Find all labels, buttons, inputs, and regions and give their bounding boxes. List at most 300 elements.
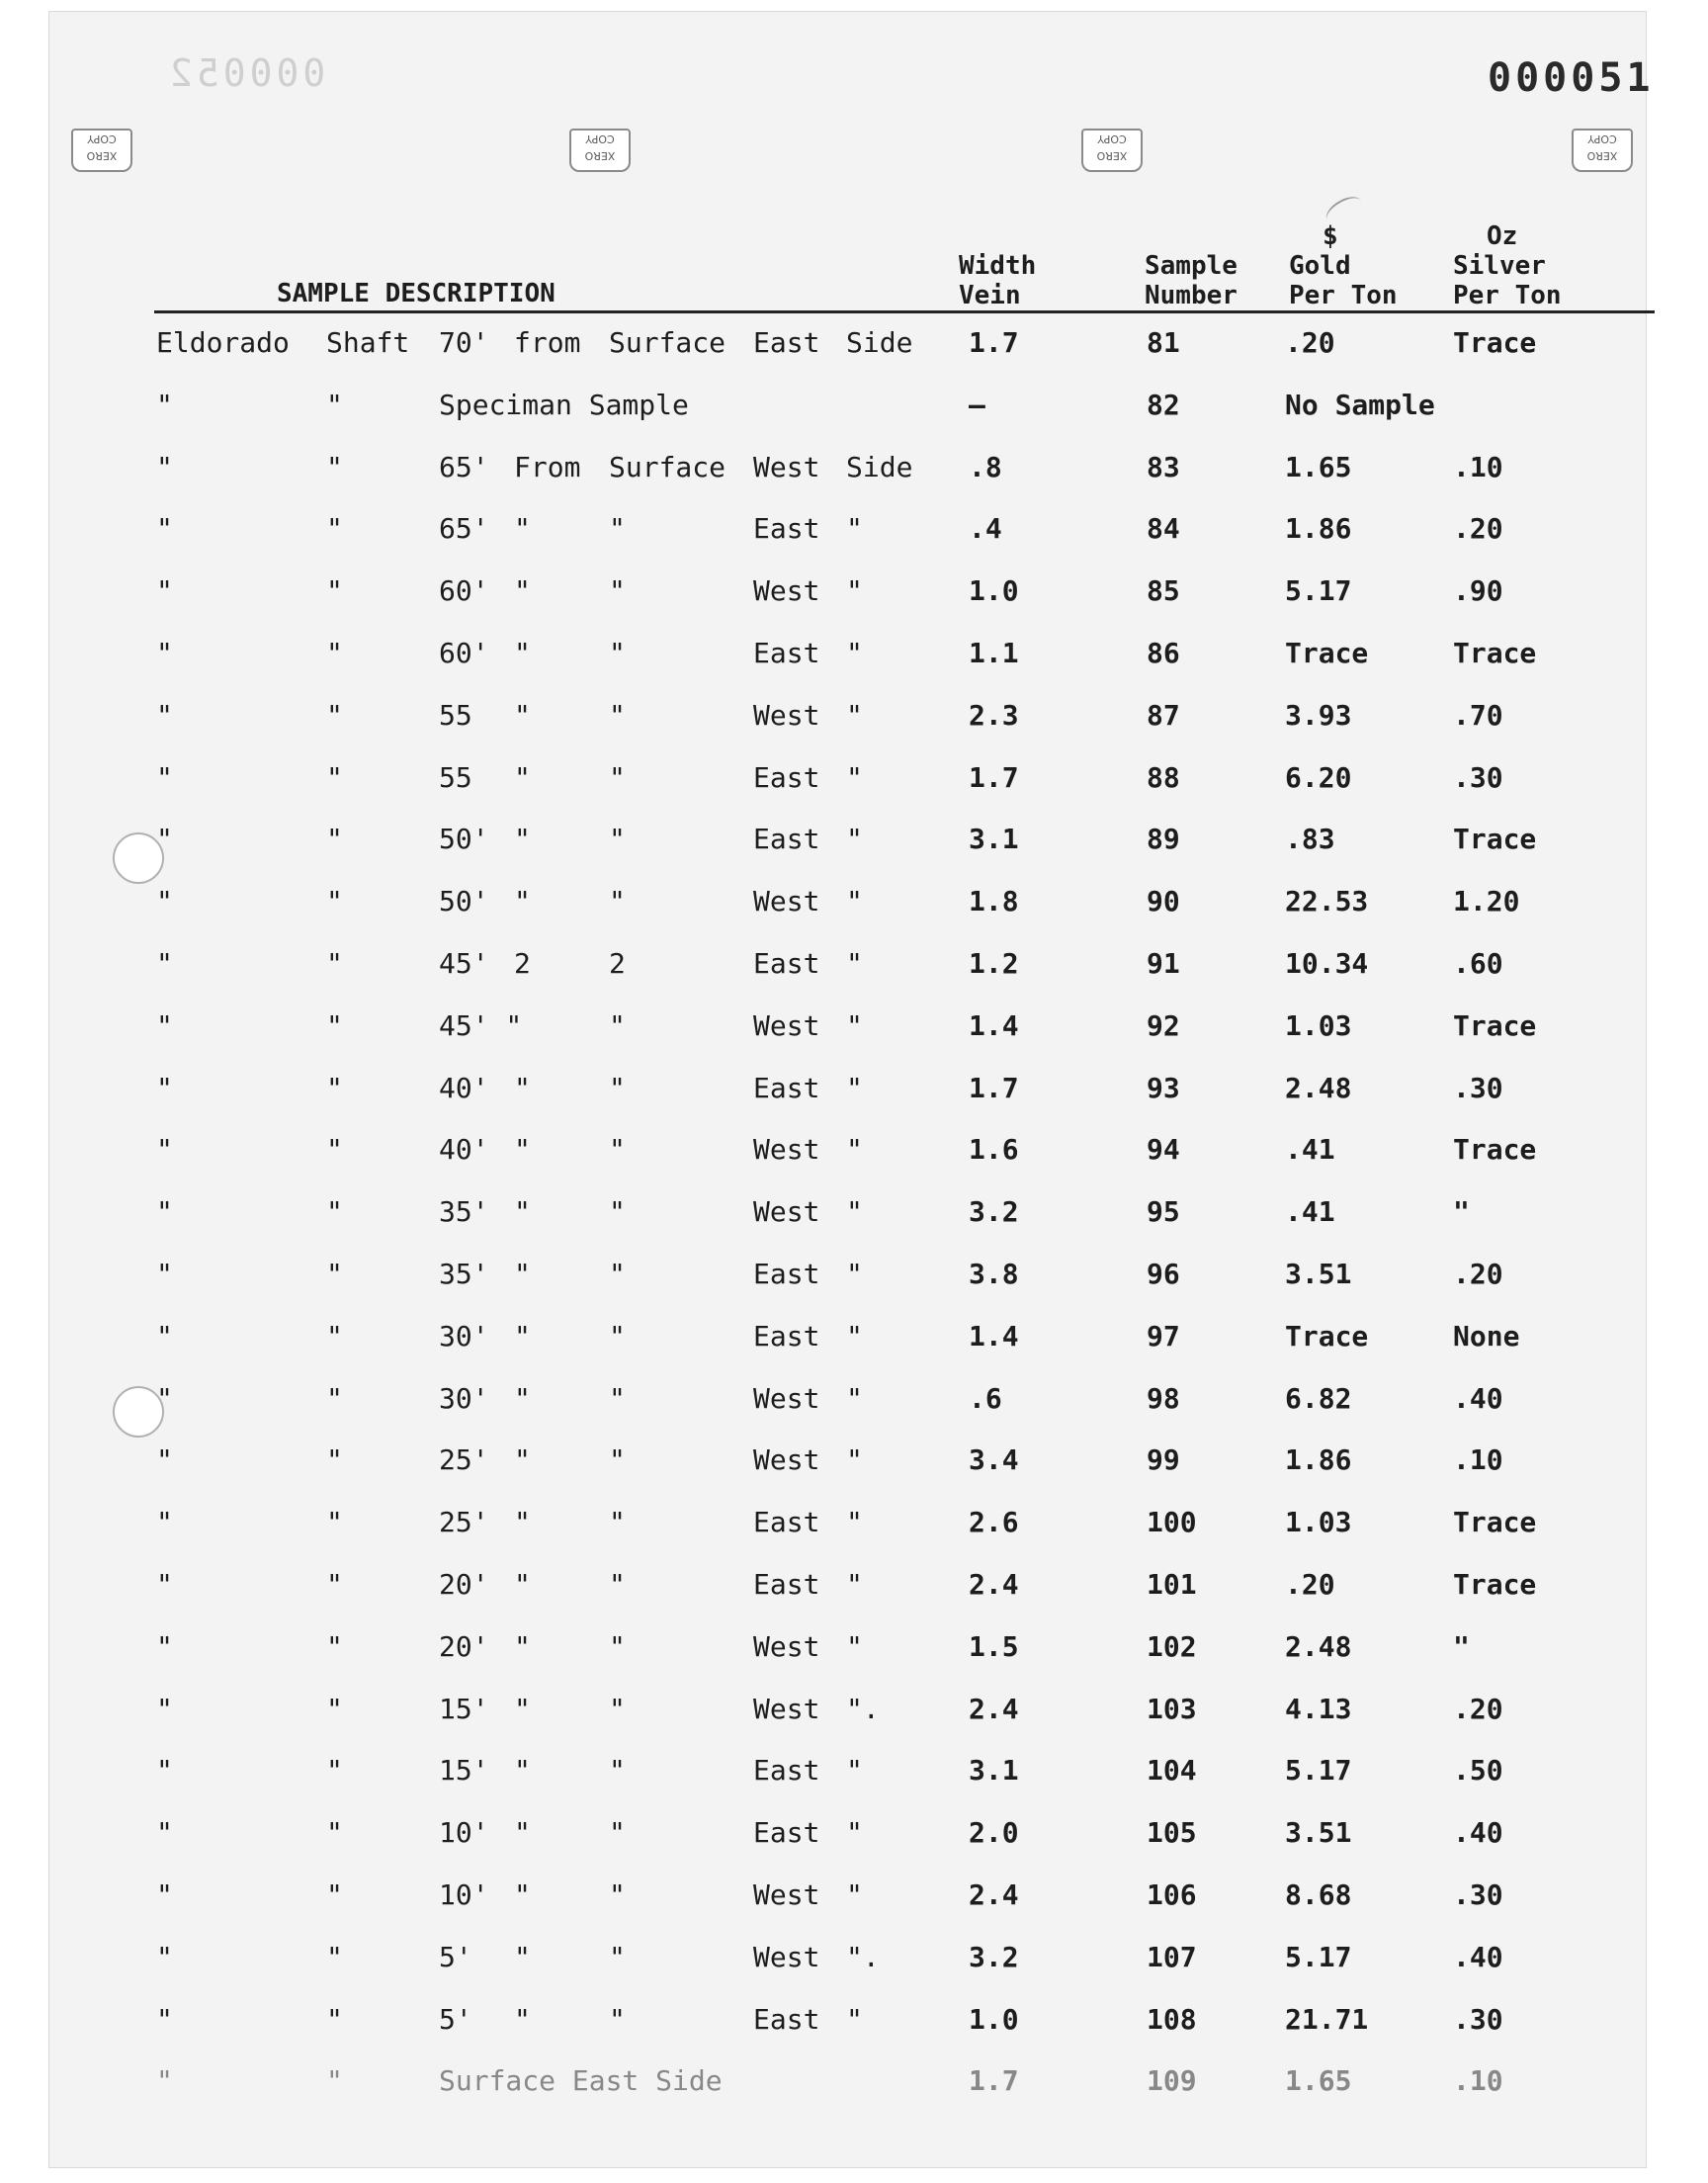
- desc-side-word: Side: [846, 326, 913, 359]
- desc-depth: 60': [439, 574, 489, 608]
- sample-number-cell: 92: [1147, 1008, 1180, 1042]
- width-vein-cell: 3.8: [969, 1258, 1019, 1290]
- width-vein-cell: .4: [969, 512, 1002, 546]
- desc-type: ": [326, 1133, 343, 1167]
- desc-location: ": [156, 1381, 173, 1415]
- desc-surface: ": [609, 1071, 626, 1104]
- desc-from: 2: [514, 947, 531, 980]
- gold-cell: 10.34: [1285, 947, 1369, 980]
- sample-number-cell: 85: [1147, 574, 1180, 608]
- desc-side: West: [753, 1692, 820, 1725]
- desc-location: ": [156, 1878, 173, 1911]
- desc-from: ": [514, 1195, 531, 1229]
- desc-side-word: ": [846, 947, 863, 980]
- desc-type: ": [326, 1008, 343, 1042]
- width-vein-cell: 2.3: [969, 698, 1019, 732]
- gold-cell: Trace: [1285, 637, 1369, 669]
- header-sample-description: SAMPLE DESCRIPTION: [277, 279, 555, 308]
- silver-cell: Trace: [1453, 1568, 1537, 1601]
- desc-from: ": [514, 1940, 531, 1973]
- gold-cell: 3.93: [1285, 698, 1352, 732]
- desc-location: ": [156, 1816, 173, 1850]
- desc-surface: ": [609, 1629, 626, 1663]
- width-vein-cell: 3.4: [969, 1443, 1019, 1477]
- desc-surface: ": [609, 1443, 626, 1477]
- desc-location: ": [156, 698, 173, 732]
- desc-type: ": [326, 760, 343, 794]
- sample-number-cell: 104: [1147, 1754, 1197, 1788]
- header-dollar: $: [1323, 221, 1338, 251]
- silver-cell: .50: [1453, 1754, 1503, 1788]
- gold-cell: .41: [1285, 1195, 1335, 1229]
- desc-surface: ": [609, 1878, 626, 1911]
- desc-surface: ": [609, 1319, 626, 1353]
- gold-cell: .20: [1285, 326, 1335, 359]
- header-number: Number: [1145, 281, 1238, 310]
- desc-from: ": [514, 1692, 531, 1725]
- desc-side-word: ": [846, 512, 863, 546]
- desc-depth: Surface East Side: [439, 2064, 723, 2098]
- desc-from: ": [514, 1381, 531, 1415]
- gold-cell: 21.71: [1285, 2002, 1369, 2036]
- desc-side: West: [753, 1940, 820, 1973]
- desc-side-word: ": [846, 823, 863, 856]
- desc-location: ": [156, 1258, 173, 1290]
- desc-depth: 45' ": [439, 1008, 523, 1042]
- desc-side: West: [753, 1381, 820, 1415]
- width-vein-cell: 1.1: [969, 637, 1019, 669]
- silver-cell: .40: [1453, 1381, 1503, 1415]
- desc-type: ": [326, 823, 343, 856]
- desc-type: ": [326, 388, 343, 421]
- desc-depth: 65': [439, 512, 489, 546]
- gold-cell: 1.65: [1285, 450, 1352, 483]
- gold-cell: 1.65: [1285, 2064, 1352, 2098]
- desc-type: ": [326, 574, 343, 608]
- desc-side: West: [753, 1195, 820, 1229]
- xerox-tab: [1572, 129, 1633, 172]
- desc-location: ": [156, 1692, 173, 1725]
- desc-location: ": [156, 823, 173, 856]
- gold-cell: 4.13: [1285, 1692, 1352, 1725]
- width-vein-cell: 2.4: [969, 1692, 1019, 1725]
- desc-depth: 30': [439, 1381, 489, 1415]
- desc-side: West: [753, 450, 820, 483]
- width-vein-cell: 1.0: [969, 2002, 1019, 2036]
- desc-type: ": [326, 637, 343, 669]
- width-vein-cell: .8: [969, 450, 1002, 483]
- desc-side: East: [753, 823, 820, 856]
- desc-side-word: ": [846, 1506, 863, 1539]
- desc-type: ": [326, 2064, 343, 2098]
- desc-surface: ": [609, 1816, 626, 1850]
- desc-depth: 55: [439, 698, 472, 732]
- desc-side-word: ": [846, 1071, 863, 1104]
- desc-location: ": [156, 1008, 173, 1042]
- desc-side: West: [753, 885, 820, 918]
- desc-surface: ": [609, 1940, 626, 1973]
- desc-type: ": [326, 1754, 343, 1788]
- desc-location: ": [156, 2002, 173, 2036]
- bleed-through-page-number: 000052: [166, 51, 326, 95]
- desc-from: ": [514, 1754, 531, 1788]
- width-vein-cell: 1.7: [969, 2064, 1019, 2098]
- sample-number-cell: 93: [1147, 1071, 1180, 1104]
- header-silver-label: Silver: [1453, 251, 1546, 281]
- header-silver-per-ton: Per Ton: [1453, 281, 1562, 310]
- gold-cell: 8.68: [1285, 1878, 1352, 1911]
- desc-side: West: [753, 1008, 820, 1042]
- desc-depth: 15': [439, 1692, 489, 1725]
- silver-cell: .70: [1453, 698, 1503, 732]
- silver-cell: Trace: [1453, 637, 1537, 669]
- desc-location: ": [156, 1195, 173, 1229]
- gold-cell: .83: [1285, 823, 1335, 856]
- desc-surface: ": [609, 1008, 626, 1042]
- desc-from: ": [514, 760, 531, 794]
- tab-label: XERO COPY: [1586, 132, 1618, 162]
- desc-location: ": [156, 1940, 173, 1973]
- silver-cell: .20: [1453, 512, 1503, 546]
- gold-cell: 2.48: [1285, 1629, 1352, 1663]
- desc-side-word: ": [846, 1381, 863, 1415]
- desc-side-word: ": [846, 1629, 863, 1663]
- desc-type: ": [326, 512, 343, 546]
- width-vein-cell: 1.6: [969, 1133, 1019, 1167]
- desc-side-word: ": [846, 1195, 863, 1229]
- desc-depth: 50': [439, 885, 489, 918]
- desc-side: West: [753, 698, 820, 732]
- silver-cell: 1.20: [1453, 885, 1520, 918]
- desc-from: ": [514, 885, 531, 918]
- width-vein-cell: 1.8: [969, 885, 1019, 918]
- desc-type: ": [326, 1692, 343, 1725]
- desc-surface: ": [609, 637, 626, 669]
- silver-cell: ": [1453, 1629, 1470, 1663]
- width-vein-cell: 1.4: [969, 1008, 1019, 1042]
- desc-surface: ": [609, 1381, 626, 1415]
- desc-side-word: ": [846, 1816, 863, 1850]
- sample-number-cell: 81: [1147, 326, 1180, 359]
- silver-cell: .30: [1453, 2002, 1503, 2036]
- gold-cell: Trace: [1285, 1319, 1369, 1353]
- sample-number-cell: 82: [1147, 388, 1180, 421]
- header-silver: [1453, 221, 1562, 310]
- desc-type: ": [326, 1878, 343, 1911]
- sample-number-cell: 109: [1147, 2064, 1197, 2098]
- desc-side: East: [753, 512, 820, 546]
- desc-depth: Speciman Sample: [439, 388, 689, 421]
- gold-cell: 6.82: [1285, 1381, 1352, 1415]
- sample-number-cell: 103: [1147, 1692, 1197, 1725]
- desc-depth: 55: [439, 760, 472, 794]
- silver-cell: .30: [1453, 760, 1503, 794]
- desc-surface: ": [609, 1195, 626, 1229]
- sample-number-cell: 105: [1147, 1816, 1197, 1850]
- desc-side-word: ": [846, 637, 863, 669]
- desc-type: ": [326, 947, 343, 980]
- desc-from: ": [514, 1319, 531, 1353]
- desc-depth: 65': [439, 450, 489, 483]
- tab-label: XERO COPY: [584, 132, 616, 162]
- desc-from: ": [514, 698, 531, 732]
- desc-depth: 5': [439, 2002, 472, 2036]
- silver-cell: .40: [1453, 1940, 1503, 1973]
- desc-side: West: [753, 1443, 820, 1477]
- silver-cell: .40: [1453, 1816, 1503, 1850]
- desc-location: ": [156, 1506, 173, 1539]
- desc-type: ": [326, 698, 343, 732]
- gold-cell: 1.86: [1285, 512, 1352, 546]
- desc-depth: 45': [439, 947, 489, 980]
- desc-side: West: [753, 1629, 820, 1663]
- sample-number-cell: 96: [1147, 1258, 1180, 1290]
- sample-number-cell: 98: [1147, 1381, 1180, 1415]
- silver-cell: Trace: [1453, 823, 1537, 856]
- tab-label: XERO COPY: [1096, 132, 1128, 162]
- width-vein-cell: 2.0: [969, 1816, 1019, 1850]
- desc-location: ": [156, 450, 173, 483]
- desc-location: ": [156, 1133, 173, 1167]
- desc-type: Shaft: [326, 326, 410, 359]
- desc-side: East: [753, 1071, 820, 1104]
- desc-side-word: ".: [846, 1940, 880, 1973]
- desc-depth: 40': [439, 1133, 489, 1167]
- header-oz: Oz: [1487, 221, 1518, 251]
- desc-type: ": [326, 1506, 343, 1539]
- desc-from: from: [514, 326, 581, 359]
- gold-cell: 5.17: [1285, 1754, 1352, 1788]
- desc-side-word: ": [846, 1754, 863, 1788]
- desc-location: ": [156, 760, 173, 794]
- desc-side: East: [753, 326, 820, 359]
- desc-from: ": [514, 1506, 531, 1539]
- desc-side-word: ".: [846, 1692, 880, 1725]
- desc-from: From: [514, 450, 581, 483]
- desc-side: East: [753, 760, 820, 794]
- width-vein-cell: 3.2: [969, 1195, 1019, 1229]
- desc-side: East: [753, 637, 820, 669]
- width-vein-cell: 2.4: [969, 1568, 1019, 1601]
- desc-from: ": [514, 1443, 531, 1477]
- desc-surface: ": [609, 1754, 626, 1788]
- desc-side-word: ": [846, 1008, 863, 1042]
- desc-type: ": [326, 885, 343, 918]
- sample-number-cell: 100: [1147, 1506, 1197, 1539]
- desc-surface: ": [609, 885, 626, 918]
- desc-location: ": [156, 1568, 173, 1601]
- desc-location: ": [156, 1629, 173, 1663]
- gold-cell: 3.51: [1285, 1816, 1352, 1850]
- desc-surface: ": [609, 574, 626, 608]
- desc-location: ": [156, 1754, 173, 1788]
- width-vein-cell: 1.7: [969, 326, 1019, 359]
- desc-side-word: ": [846, 1443, 863, 1477]
- desc-from: ": [514, 2002, 531, 2036]
- desc-type: ": [326, 1629, 343, 1663]
- desc-depth: 10': [439, 1816, 489, 1850]
- desc-location: ": [156, 885, 173, 918]
- desc-type: ": [326, 450, 343, 483]
- width-vein-cell: 2.4: [969, 1878, 1019, 1911]
- desc-side-word: ": [846, 1568, 863, 1601]
- desc-from: ": [514, 1568, 531, 1601]
- desc-location: ": [156, 947, 173, 980]
- gold-cell: 22.53: [1285, 885, 1369, 918]
- header-gold: [1289, 221, 1398, 310]
- desc-side-word: ": [846, 1319, 863, 1353]
- gold-cell: No Sample: [1285, 388, 1435, 421]
- width-vein-cell: 1.7: [969, 1071, 1019, 1104]
- desc-surface: Surface: [609, 326, 726, 359]
- header-width-vein: [959, 251, 1036, 310]
- desc-depth: 20': [439, 1568, 489, 1601]
- desc-depth: 70': [439, 326, 489, 359]
- desc-type: ": [326, 1816, 343, 1850]
- sample-number-cell: 99: [1147, 1443, 1180, 1477]
- header-gold-per-ton: Per Ton: [1289, 281, 1398, 310]
- desc-side: East: [753, 1754, 820, 1788]
- xerox-tab: [71, 129, 132, 172]
- silver-cell: None: [1453, 1319, 1520, 1353]
- gold-cell: 2.48: [1285, 1071, 1352, 1104]
- page-number: 000051: [1488, 55, 1655, 101]
- desc-type: ": [326, 1940, 343, 1973]
- gold-cell: 5.17: [1285, 574, 1352, 608]
- desc-side: West: [753, 1878, 820, 1911]
- xerox-tab: [569, 129, 631, 172]
- silver-cell: Trace: [1453, 1133, 1537, 1167]
- desc-side: West: [753, 574, 820, 608]
- desc-from: ": [514, 1816, 531, 1850]
- sample-number-cell: 95: [1147, 1195, 1180, 1229]
- desc-surface: 2: [609, 947, 626, 980]
- desc-side: East: [753, 1258, 820, 1290]
- desc-type: ": [326, 1568, 343, 1601]
- sample-number-cell: 94: [1147, 1133, 1180, 1167]
- desc-type: ": [326, 1195, 343, 1229]
- gold-cell: 5.17: [1285, 1940, 1352, 1973]
- desc-location: ": [156, 1319, 173, 1353]
- width-vein-cell: 1.0: [969, 574, 1019, 608]
- desc-depth: 15': [439, 1754, 489, 1788]
- desc-surface: ": [609, 2002, 626, 2036]
- sample-number-cell: 86: [1147, 637, 1180, 669]
- gold-cell: 3.51: [1285, 1258, 1352, 1290]
- sample-number-cell: 88: [1147, 760, 1180, 794]
- desc-surface: ": [609, 698, 626, 732]
- desc-type: ": [326, 2002, 343, 2036]
- desc-depth: 30': [439, 1319, 489, 1353]
- desc-from: ": [514, 1878, 531, 1911]
- desc-surface: ": [609, 1692, 626, 1725]
- desc-side-word: Side: [846, 450, 913, 483]
- width-vein-cell: 1.2: [969, 947, 1019, 980]
- silver-cell: .30: [1453, 1878, 1503, 1911]
- desc-location: ": [156, 1443, 173, 1477]
- desc-depth: 50': [439, 823, 489, 856]
- width-vein-cell: .6: [969, 1381, 1002, 1415]
- sample-number-cell: 90: [1147, 885, 1180, 918]
- desc-surface: ": [609, 760, 626, 794]
- desc-side-word: ": [846, 1258, 863, 1290]
- silver-cell: Trace: [1453, 326, 1537, 359]
- desc-side-word: ": [846, 885, 863, 918]
- width-vein-cell: —: [969, 388, 985, 421]
- desc-from: ": [514, 823, 531, 856]
- gold-cell: 1.86: [1285, 1443, 1352, 1477]
- desc-depth: 25': [439, 1506, 489, 1539]
- gold-cell: 1.03: [1285, 1008, 1352, 1042]
- width-vein-cell: 3.1: [969, 823, 1019, 856]
- sample-number-cell: 89: [1147, 823, 1180, 856]
- desc-side-word: ": [846, 2002, 863, 2036]
- gold-cell: .20: [1285, 1568, 1335, 1601]
- silver-cell: .20: [1453, 1692, 1503, 1725]
- sample-number-cell: 91: [1147, 947, 1180, 980]
- desc-from: ": [514, 512, 531, 546]
- desc-surface: ": [609, 1133, 626, 1167]
- sample-number-cell: 83: [1147, 450, 1180, 483]
- desc-side: East: [753, 947, 820, 980]
- xerox-tab: [1081, 129, 1143, 172]
- silver-cell: .60: [1453, 947, 1503, 980]
- header-sample: Sample: [1145, 251, 1238, 281]
- width-vein-cell: 1.5: [969, 1629, 1019, 1663]
- silver-cell: Trace: [1453, 1008, 1537, 1042]
- gold-cell: 6.20: [1285, 760, 1352, 794]
- desc-from: ": [514, 1629, 531, 1663]
- desc-type: ": [326, 1071, 343, 1104]
- sample-number-cell: 97: [1147, 1319, 1180, 1353]
- silver-cell: .90: [1453, 574, 1503, 608]
- desc-side: East: [753, 1568, 820, 1601]
- document-page: [49, 12, 1655, 2167]
- width-vein-cell: 3.1: [969, 1754, 1019, 1788]
- desc-depth: 35': [439, 1258, 489, 1290]
- sample-number-cell: 101: [1147, 1568, 1197, 1601]
- desc-depth: 40': [439, 1071, 489, 1104]
- desc-from: ": [514, 637, 531, 669]
- width-vein-cell: 2.6: [969, 1506, 1019, 1539]
- desc-depth: 60': [439, 637, 489, 669]
- width-vein-cell: 1.7: [969, 760, 1019, 794]
- desc-surface: ": [609, 512, 626, 546]
- header-sample-number: [1145, 251, 1238, 310]
- desc-surface: ": [609, 823, 626, 856]
- desc-depth: 20': [439, 1629, 489, 1663]
- desc-location: Eldorado: [156, 326, 290, 359]
- sample-number-cell: 87: [1147, 698, 1180, 732]
- silver-cell: Trace: [1453, 1506, 1537, 1539]
- gold-cell: 1.03: [1285, 1506, 1352, 1539]
- width-vein-cell: 1.4: [969, 1319, 1019, 1353]
- silver-cell: .10: [1453, 450, 1503, 483]
- desc-side-word: ": [846, 1133, 863, 1167]
- desc-location: ": [156, 574, 173, 608]
- desc-side: East: [753, 2002, 820, 2036]
- silver-cell: .10: [1453, 2064, 1503, 2098]
- header-vein: Vein: [959, 281, 1021, 310]
- desc-depth: 10': [439, 1878, 489, 1911]
- desc-side-word: ": [846, 574, 863, 608]
- desc-side: East: [753, 1319, 820, 1353]
- desc-depth: 25': [439, 1443, 489, 1477]
- desc-surface: Surface: [609, 450, 726, 483]
- width-vein-cell: 3.2: [969, 1940, 1019, 1973]
- desc-location: ": [156, 388, 173, 421]
- desc-surface: ": [609, 1506, 626, 1539]
